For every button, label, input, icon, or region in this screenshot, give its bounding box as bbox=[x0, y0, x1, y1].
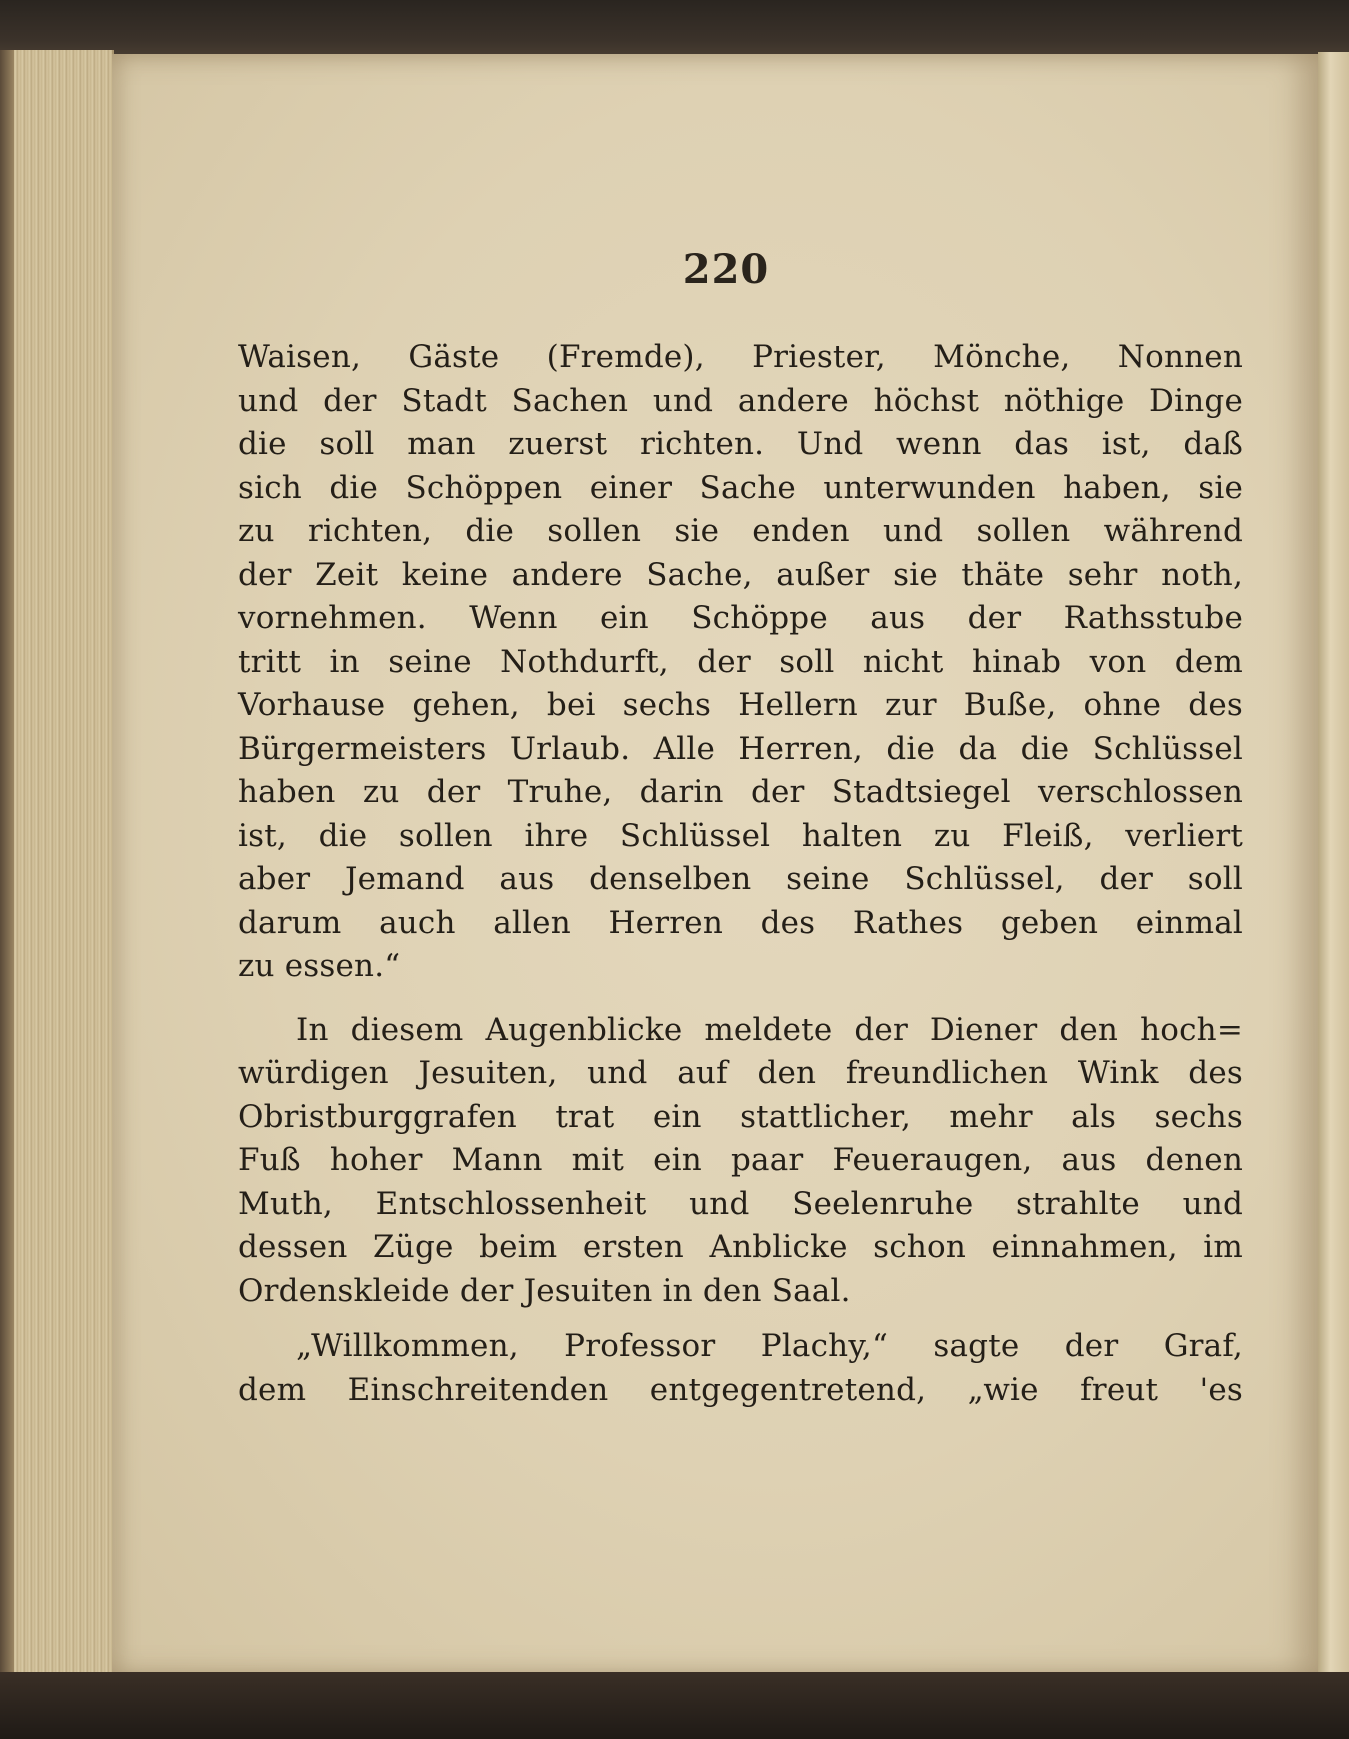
page-number: 220 bbox=[682, 246, 770, 293]
text-line: Muth, Entschlossenheit und Seelenruhe strahlte und bbox=[238, 1185, 1243, 1222]
text-line: darum auch allen Herren des Rathes geben einmal bbox=[238, 904, 1243, 941]
text-line: zu richten, die sollen sie enden und sollen während bbox=[238, 513, 1243, 549]
paragraph bbox=[238, 1009, 1243, 1314]
text-line: „Willkommen, Professor Plachy,“ sagte der Graf, bbox=[296, 1328, 1243, 1364]
text-line: der Zeit keine andere Sache, außer sie thäte sehr noth, bbox=[238, 556, 1243, 593]
text-line: dessen Züge beim ersten Anblicke schon einnahmen, im bbox=[238, 1229, 1243, 1265]
text-line: vornehmen. Wenn ein Schöppe aus der Rathsstube bbox=[238, 600, 1243, 636]
text-line: tritt in seine Nothdurft, der soll nicht hinab von dem bbox=[238, 643, 1243, 680]
paragraph bbox=[238, 336, 1243, 989]
text-line: haben zu der Truhe, darin der Stadtsiegel verschlossen bbox=[238, 774, 1243, 810]
text-line: Bürgermeisters Urlaub. Alle Herren, die da die Schlüssel bbox=[238, 730, 1243, 767]
text-line: In diesem Augenblicke meldete der Diener den hoch= bbox=[296, 1011, 1243, 1048]
paragraph-gap bbox=[238, 1313, 1243, 1325]
page-text bbox=[238, 336, 1243, 1412]
paragraph bbox=[238, 1325, 1243, 1412]
text-line: Ordenskleide der Jesuiten in den Saal. bbox=[238, 1272, 851, 1309]
book-cover-bottom bbox=[0, 1672, 1349, 1739]
text-line: und der Stadt Sachen und andere höchst nöthige Dinge bbox=[238, 382, 1243, 419]
text-line: Fuß hoher Mann mit ein paar Feueraugen, aus denen bbox=[238, 1142, 1243, 1178]
text-line: sich die Schöppen einer Sache unterwunden haben, sie bbox=[238, 469, 1243, 506]
text-line: würdigen Jesuiten, und auf den freundlichen Wink des bbox=[238, 1055, 1243, 1091]
book-cover-top bbox=[0, 0, 1349, 58]
text-line: ist, die sollen ihre Schlüssel halten zu Fleiß, verliert bbox=[238, 817, 1243, 854]
text-line: die soll man zuerst richten. Und wenn das ist, daß bbox=[238, 426, 1243, 462]
text-line: Obristburggrafen trat ein stattlicher, mehr als sechs bbox=[238, 1098, 1243, 1135]
page-edge-stack bbox=[0, 50, 114, 1682]
text-line: Waisen, Gäste (Fremde), Priester, Mönche, Nonnen bbox=[238, 339, 1243, 375]
text-line: dem Einschreitenden entgegentretend, „wie freut 'es bbox=[238, 1371, 1243, 1408]
text-line: zu essen.“ bbox=[238, 948, 401, 984]
text-line: Vorhause gehen, bei sechs Hellern zur Buße, ohne des bbox=[238, 687, 1243, 723]
text-line: aber Jemand aus denselben seine Schlüssel, der soll bbox=[238, 861, 1243, 897]
book-gutter bbox=[1318, 52, 1349, 1677]
paragraph-gap bbox=[238, 989, 1243, 1009]
